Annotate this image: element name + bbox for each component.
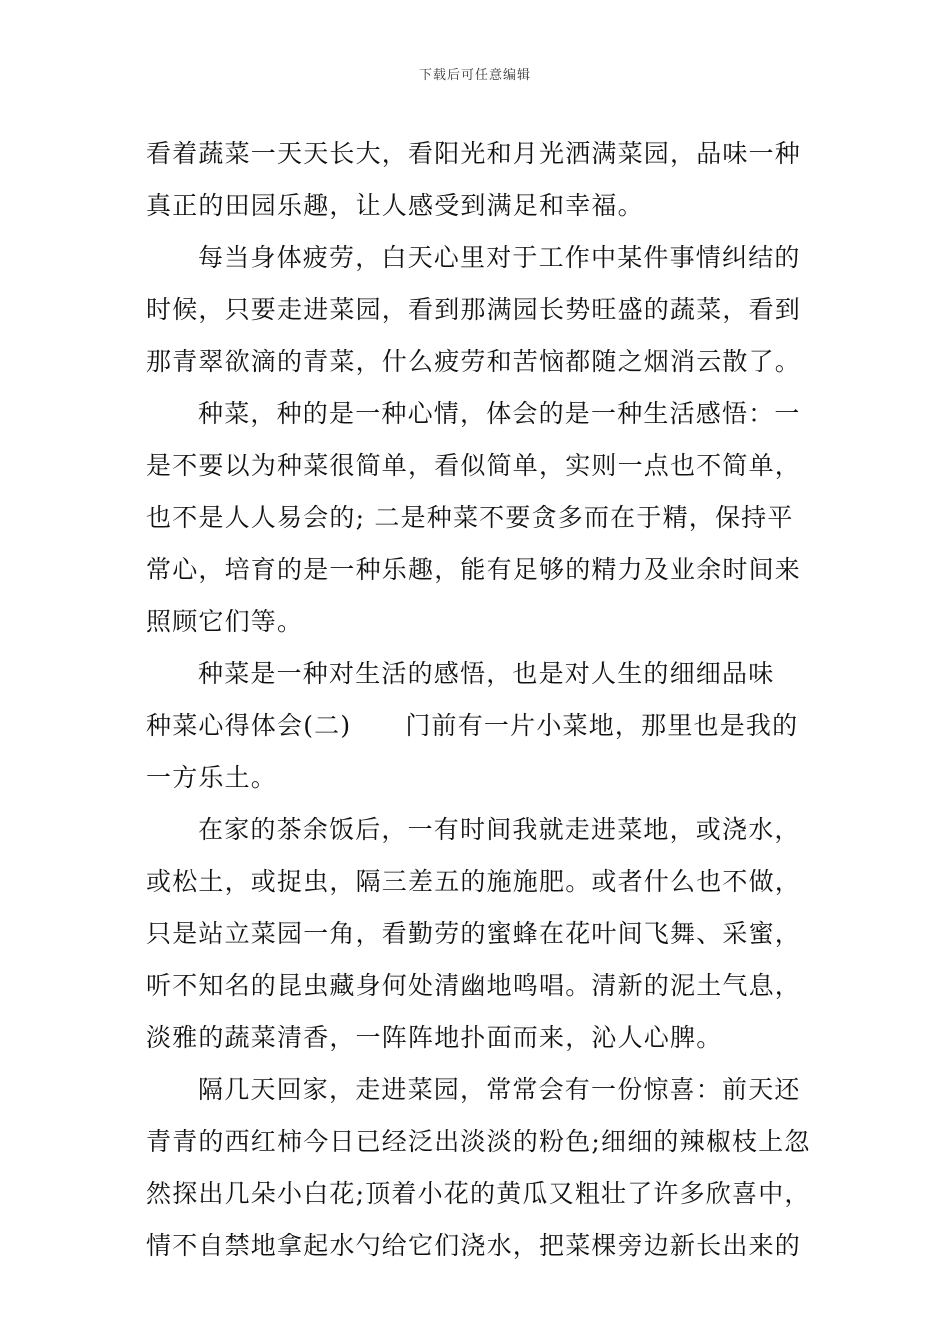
- section-intro: 门前有一片小菜地，那里也是我的: [405, 711, 799, 740]
- text-line: 时候，只要走进菜园，看到那满园长势旺盛的蔬菜，看到: [146, 295, 802, 324]
- text-line: 那青翠欲滴的青菜，什么疲劳和苦恼都随之烟消云散了。: [146, 347, 802, 376]
- paragraph-start: 种菜是一种对生活的感悟，也是对人生的细细品味: [198, 659, 775, 688]
- text-line: 照顾它们等。: [146, 607, 304, 636]
- text-line: 只是站立菜园一角，看勤劳的蜜蜂在花叶间飞舞、采蜜，: [146, 919, 802, 948]
- paragraph-start: 隔几天回家，走进菜园，常常会有一份惊喜：前天还: [198, 1075, 801, 1104]
- text-line: 然探出几朵小白花;顶着小花的黄瓜又粗壮了许多欣喜中，: [146, 1179, 811, 1208]
- text-line: 情不自禁地拿起水勺给它们浇水，把菜棵旁边新长出来的: [146, 1231, 802, 1260]
- text-line: 是不要以为种菜很简单，看似简单，实则一点也不简单，: [146, 451, 802, 480]
- document-body: [146, 128, 810, 1272]
- paragraph-start: 每当身体疲劳，白天心里对于工作中某件事情纠结的: [198, 243, 801, 272]
- text-line: 青青的西红柿今日已经泛出淡淡的粉色;细细的辣椒枝上忽: [146, 1127, 811, 1156]
- section-title-line: [146, 700, 810, 752]
- text-line: 淡雅的蔬菜清香，一阵阵地扑面而来，沁人心脾。: [146, 1023, 723, 1052]
- text-line: 也不是人人易会的; 二是种菜不要贪多而在于精，保持平: [146, 503, 794, 532]
- paragraph-start: 在家的茶余饭后，一有时间我就走进菜地，或浇水，: [198, 815, 801, 844]
- text-line: 真正的田园乐趣，让人感受到满足和幸福。: [146, 191, 644, 220]
- text-line: 看着蔬菜一天天长大，看阳光和月光洒满菜园，品味一种: [146, 139, 802, 168]
- text-line: 一方乐土。: [146, 763, 278, 792]
- paragraph-start: 种菜，种的是一种心情，体会的是一种生活感悟：一: [198, 399, 801, 428]
- text-line: 常心，培育的是一种乐趣，能有足够的精力及业余时间来: [146, 555, 802, 584]
- page-header: 下载后可任意编辑: [418, 68, 531, 83]
- text-line: 或松土，或捉虫，隔三差五的施施肥。或者什么也不做，: [146, 867, 802, 896]
- text-line: 听不知名的昆虫藏身何处清幽地鸣唱。清新的泥土气息，: [146, 971, 802, 1000]
- section-title: 种菜心得体会(二): [146, 711, 352, 740]
